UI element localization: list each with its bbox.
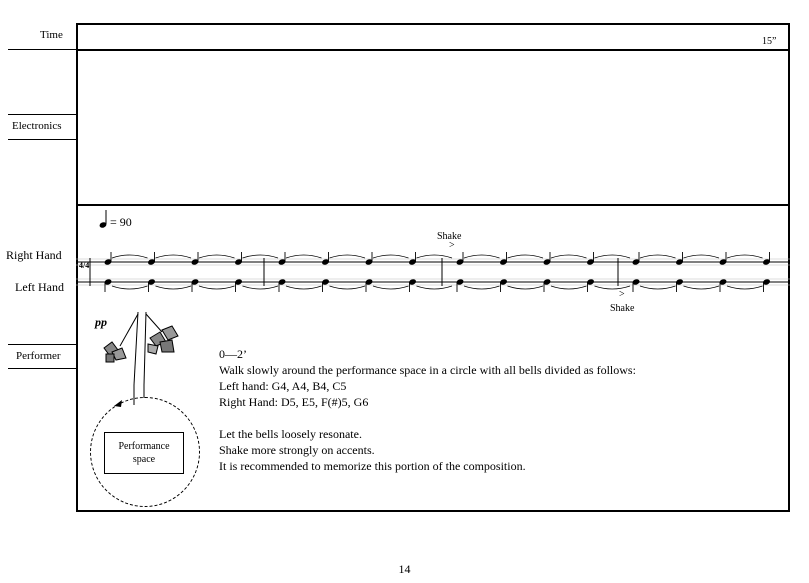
tie	[156, 286, 192, 289]
tie	[727, 286, 763, 289]
performer-label: Performer	[16, 350, 61, 362]
instruction-line: Let the bells loosely resonate.	[219, 427, 362, 441]
quarter-note-icon	[99, 208, 109, 230]
left-hand-label: Left Hand	[15, 280, 64, 294]
time-label: Time	[40, 29, 63, 41]
tie	[243, 286, 279, 289]
electronics-label: Electronics	[12, 120, 62, 132]
time-marker: 15”	[762, 36, 777, 47]
tie	[595, 255, 631, 258]
performer-figure-icon	[100, 310, 190, 410]
tie	[373, 286, 409, 289]
tie	[684, 255, 720, 258]
right-hand-label: Right Hand	[6, 248, 62, 262]
performance-space-label: Performance space	[118, 441, 170, 465]
music-staff	[76, 240, 790, 320]
tie	[199, 286, 235, 289]
electronics-label-overline	[8, 114, 76, 115]
tie	[199, 255, 235, 258]
tie	[551, 286, 587, 289]
accent-bottom-icon: >	[619, 289, 625, 300]
tie	[112, 255, 148, 258]
tie	[417, 286, 453, 289]
dynamic-marking: pp	[95, 315, 107, 329]
staff-notes	[104, 252, 771, 292]
tie	[464, 286, 500, 289]
tie	[156, 255, 192, 258]
tempo-marking: = 90	[110, 215, 132, 229]
time-label-underline	[8, 49, 76, 50]
instruction-line: Left hand: G4, A4, B4, C5	[219, 379, 347, 393]
tie	[286, 255, 322, 258]
instruction-line: Shake more strongly on accents.	[219, 443, 375, 457]
tie	[464, 255, 500, 258]
time-signature	[79, 262, 89, 270]
direction-arrow-icon	[112, 398, 124, 408]
shake-marking-bottom: Shake	[610, 303, 635, 314]
tie	[330, 255, 366, 258]
instruction-line: Right Hand: D5, E5, F(#)5, G6	[219, 395, 369, 409]
instruction-line: It is recommended to memorize this portion of the composition.	[219, 459, 526, 473]
time-signature-value: 4/4	[79, 261, 90, 270]
tie	[373, 255, 409, 258]
tie	[330, 286, 366, 289]
tie	[243, 255, 279, 258]
tie	[112, 286, 148, 289]
performance-space-box	[104, 432, 184, 474]
accent-top-icon: >	[449, 240, 455, 251]
electronics-row-divider	[76, 204, 790, 206]
tie	[727, 255, 763, 258]
performer-label-overline	[8, 344, 76, 345]
instruction-heading: 0—2’	[219, 347, 247, 361]
instruction-line: Walk slowly around the performance space in a circle with all bells divided as follows:	[219, 363, 636, 377]
tie	[286, 286, 322, 289]
electronics-label-underline	[8, 139, 76, 140]
tie	[417, 255, 453, 258]
tie	[508, 286, 544, 289]
shake-marking-top: Shake	[437, 231, 462, 242]
tie	[684, 286, 720, 289]
page-number: 14	[398, 562, 411, 576]
tie	[551, 255, 587, 258]
tie	[508, 255, 544, 258]
performance-instructions	[219, 346, 636, 474]
performer-label-underline	[8, 368, 76, 369]
tie	[640, 255, 676, 258]
tie	[640, 286, 676, 289]
time-row-divider	[76, 49, 790, 51]
